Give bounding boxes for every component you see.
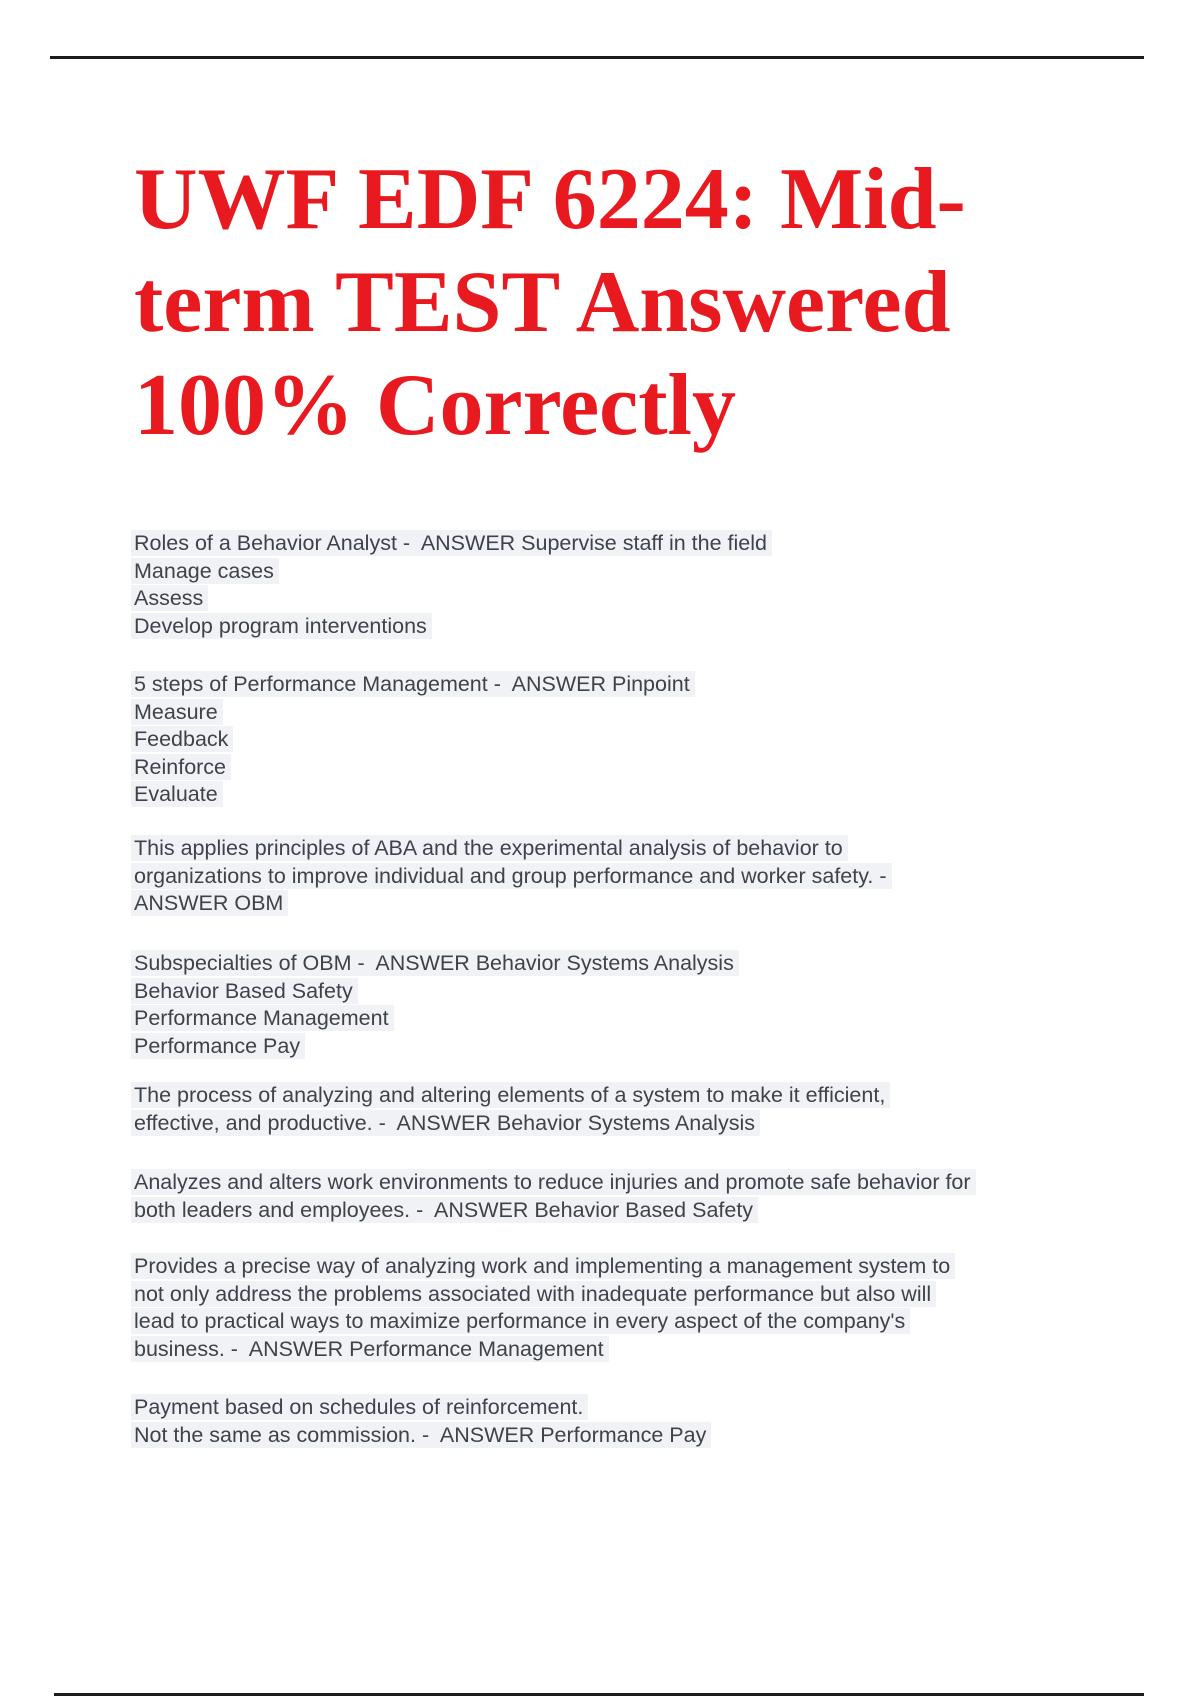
qa-line-text: Payment based on schedules of reinforcement. — [131, 1394, 588, 1420]
qa-line-text: not only address the problems associated with inadequate performance but also will — [131, 1281, 936, 1307]
qa-line — [131, 585, 772, 613]
qa-block — [131, 671, 695, 809]
qa-block — [131, 835, 892, 918]
qa-line — [131, 754, 695, 782]
qa-line-text: Assess — [131, 585, 208, 611]
qa-line — [131, 890, 892, 918]
qa-line-text: lead to practical ways to maximize performance in every aspect of the company's — [131, 1308, 910, 1334]
qa-line-text: Behavior Based Safety — [131, 978, 358, 1004]
qa-block — [131, 1253, 955, 1363]
qa-line — [131, 530, 772, 558]
qa-line-text: business. - ANSWER Performance Management — [131, 1336, 609, 1362]
qa-line — [131, 1082, 890, 1110]
qa-line-text: Performance Pay — [131, 1033, 305, 1059]
qa-line — [131, 1394, 711, 1422]
qa-line — [131, 699, 695, 727]
qa-line-text: Analyzes and alters work environments to reduce injuries and promote safe behavior for — [131, 1169, 976, 1195]
qa-line-text: Subspecialties of OBM - ANSWER Behavior Systems Analysis — [131, 950, 739, 976]
qa-line — [131, 1033, 739, 1061]
qa-line-text: organizations to improve individual and group performance and worker safety. - — [131, 863, 892, 889]
qa-line — [131, 671, 695, 699]
qa-line-text: Roles of a Behavior Analyst - ANSWER Supervise staff in the field — [131, 530, 772, 556]
qa-line — [131, 613, 772, 641]
title-line: 100% Correctly — [134, 357, 736, 454]
title-line: term TEST Answered — [134, 254, 951, 351]
qa-line-text: The process of analyzing and altering elements of a system to make it efficient, — [131, 1082, 890, 1108]
qa-block — [131, 950, 739, 1060]
qa-line-text: Feedback — [131, 726, 233, 752]
qa-line — [131, 558, 772, 586]
qa-line — [131, 1169, 976, 1197]
qa-line — [131, 1281, 955, 1309]
qa-line — [131, 1336, 955, 1364]
qa-line-text: Measure — [131, 699, 223, 725]
qa-line — [131, 726, 695, 754]
title-line: UWF EDF 6224: Mid- — [134, 151, 966, 248]
qa-line-text: Reinforce — [131, 754, 231, 780]
qa-line — [131, 1253, 955, 1281]
qa-block — [131, 530, 772, 640]
qa-line-text: Evaluate — [131, 781, 223, 807]
qa-line — [131, 950, 739, 978]
qa-line — [131, 781, 695, 809]
qa-line — [131, 1110, 890, 1138]
qa-block — [131, 1169, 976, 1224]
qa-line-text: Manage cases — [131, 558, 279, 584]
bottom-rule — [54, 1693, 1144, 1696]
qa-line-text: Develop program interventions — [131, 613, 432, 639]
qa-line-text: Provides a precise way of analyzing work and implementing a management system to — [131, 1253, 955, 1279]
qa-line-text: Performance Management — [131, 1005, 394, 1031]
qa-block — [131, 1394, 711, 1449]
qa-line — [131, 1197, 976, 1225]
qa-block — [131, 1082, 890, 1137]
qa-line-text: Not the same as commission. - ANSWER Performance Pay — [131, 1422, 711, 1448]
qa-line-text: effective, and productive. - ANSWER Behavior Systems Analysis — [131, 1110, 760, 1136]
qa-line-text: 5 steps of Performance Management - ANSWER Pinpoint — [131, 671, 695, 697]
qa-line-text: both leaders and employees. - ANSWER Behavior Based Safety — [131, 1197, 758, 1223]
qa-line — [131, 835, 892, 863]
qa-line — [131, 863, 892, 891]
qa-line — [131, 978, 739, 1006]
qa-line-text: This applies principles of ABA and the experimental analysis of behavior to — [131, 835, 848, 861]
qa-line — [131, 1422, 711, 1450]
qa-line — [131, 1308, 955, 1336]
qa-line-text: ANSWER OBM — [131, 890, 288, 916]
qa-line — [131, 1005, 739, 1033]
